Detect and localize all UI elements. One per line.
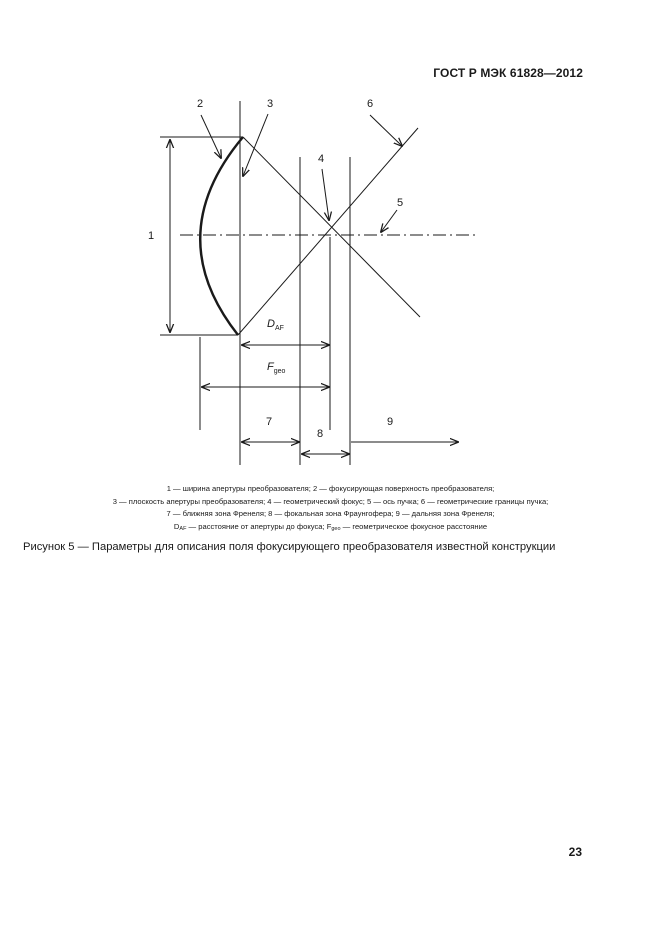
legend-line-1: 1 — ширина апертуры преобразователя; 2 — фокусирующая поверхность преобразователя; [166, 484, 495, 493]
daf-main: D [267, 318, 275, 330]
label-1: 1 [148, 230, 155, 242]
fgeo-label [267, 361, 286, 375]
label-3: 3 [267, 98, 274, 110]
page-number: 23 [568, 845, 582, 859]
leader-6 [370, 115, 402, 146]
label-4: 4 [318, 153, 325, 165]
figure-caption: Рисунок 5 — Параметры для описания поля фокусирующего преобразователя известной конструкции [23, 541, 556, 553]
leader-4 [322, 169, 329, 220]
legend-fgeo-text: — геометрическое фокусное расстояние [340, 521, 488, 531]
label-7: 7 [266, 416, 273, 428]
legend-line-2: 3 — плоскость апертуры преобразователя; 4 — геометрический фокус; 5 — ось пучка; 6 — геометрические границы пучка; [112, 496, 549, 506]
leader-5 [381, 210, 397, 232]
focusing-surface-curve [200, 137, 243, 335]
fgeo-sub: geo [273, 368, 286, 375]
legend-fgeo-sub: geo [331, 525, 341, 532]
label-8: 8 [317, 428, 324, 440]
daf-sub: AF [274, 325, 284, 332]
legend-daf-main: D [173, 521, 180, 531]
label-6: 6 [367, 98, 374, 110]
legend-daf-sub: AF [179, 525, 187, 532]
document-header: ГОСТ Р МЭК 61828—2012 [433, 66, 583, 80]
legend-line-4 [0, 521, 661, 536]
legend-fgeo-main: F [326, 521, 332, 531]
daf-label [267, 318, 284, 332]
leader-3 [243, 114, 268, 176]
legend-daf-text: — расстояние от апертуры до фокуса; [186, 521, 327, 531]
label-5: 5 [397, 197, 404, 209]
figure-legend [0, 483, 661, 535]
label-9: 9 [387, 416, 394, 428]
fgeo-main: F [267, 361, 274, 373]
legend-line-3: 7 — ближняя зона Френеля; 8 — фокальная зона Фраунгофера; 9 — дальняя зона Френеля; [166, 509, 495, 519]
label-2: 2 [197, 98, 204, 110]
